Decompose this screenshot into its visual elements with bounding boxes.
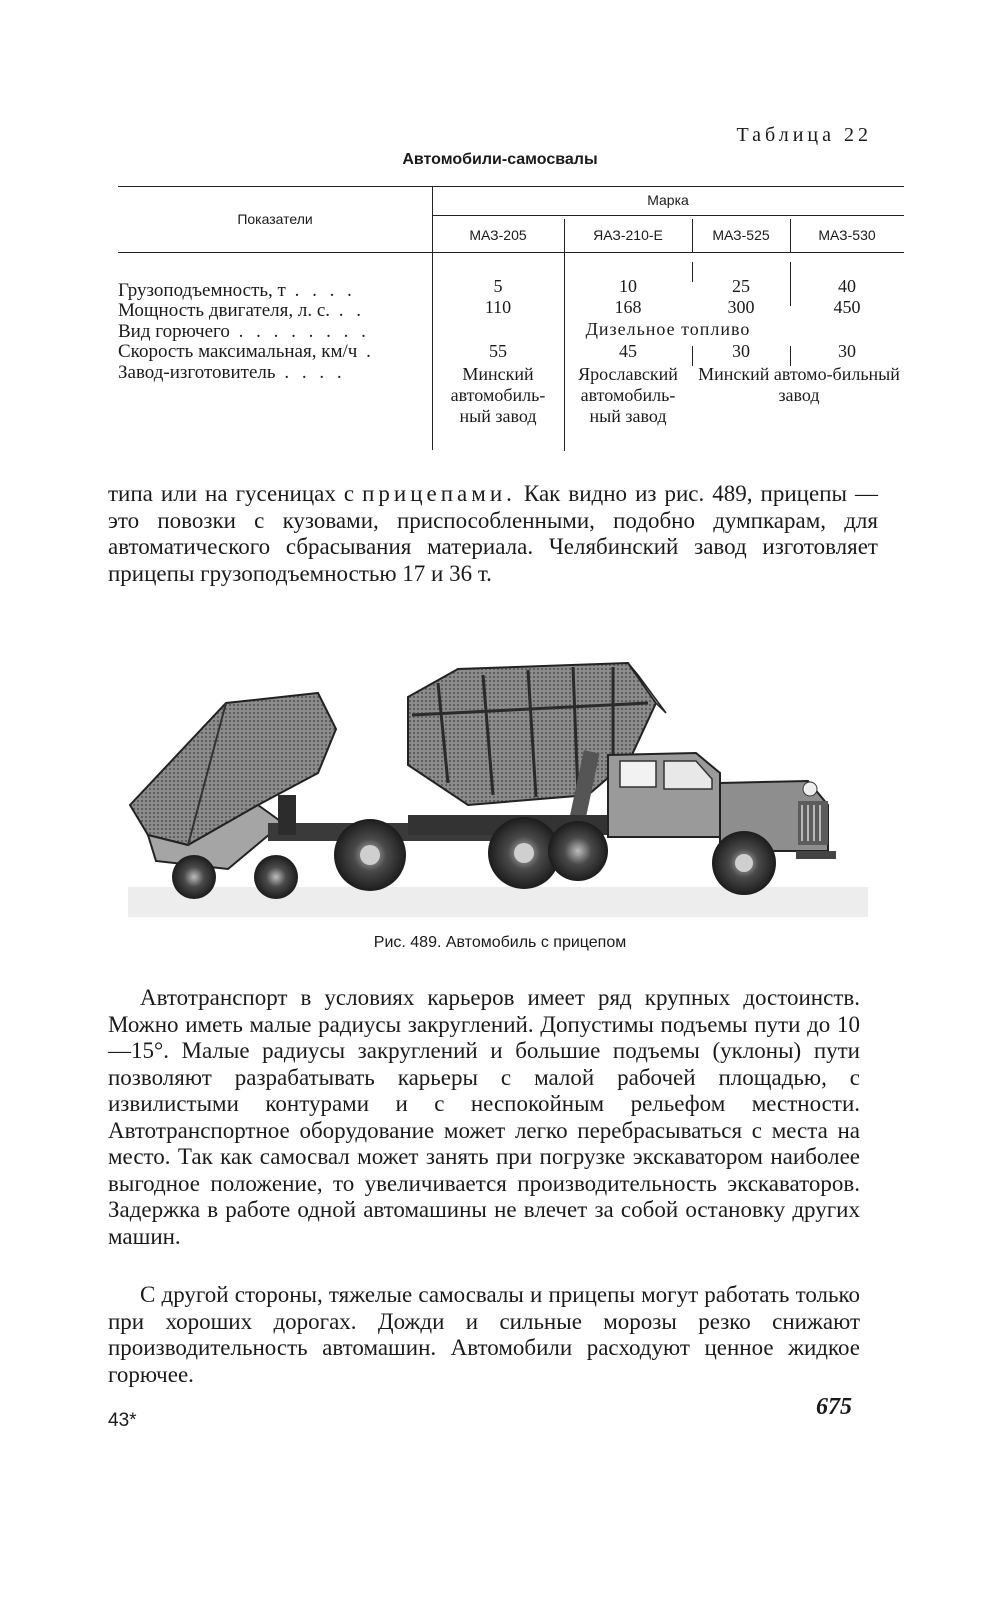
header-brand: Марка (647, 192, 689, 208)
row-label: Грузоподъемность, т . . . . (118, 280, 356, 301)
header-indicators: Показатели (237, 211, 313, 227)
table-top-rule (118, 186, 904, 187)
table-cell: 45 (619, 341, 637, 361)
table-header-rule (118, 252, 904, 253)
table-cell: 55 (489, 341, 507, 361)
table-cell: 168 (614, 297, 642, 317)
table-divider (432, 186, 433, 450)
table-cell: 300 (727, 297, 755, 317)
paragraph-advantages: Автотранспорт в условиях карьеров имеет ряд крупных достоинств. Можно иметь малые радиусы закруглений. Допустимы подъемы пути до 10—15°. Малые радиусы закруглений и большие подъемы (уклоны) пути позволяют разрабатывать карьеры с малой рабочей площадью, с извилистыми контурами и с неспокойным рельефом местности. Автотранспортное оборудование может легко перебрасываться с места на место. Так как самосвал может занять при погрузке экскаватором наиболее выгодное положение, то увеличивается производительность экскаваторов. Задержка в работе одной автомашины не влечет за собой остановку других машин. (108, 985, 860, 1249)
table-cell: 110 (484, 297, 512, 317)
table-number: Таблица 22 (736, 124, 872, 146)
table-cell: Минский автомо-бильный завод (698, 364, 900, 405)
header-model: ЯАЗ-210-Е (593, 227, 663, 243)
table-cell: Минский автомобиль-ный завод (450, 364, 546, 426)
row-label: Завод-изготовитель . . . . (118, 362, 346, 383)
header-model: МАЗ-205 (469, 227, 527, 243)
table-cell: 450 (833, 297, 861, 317)
signature-mark: 43* (108, 1410, 137, 1431)
table-cell: Ярославский автомобиль-ный завод (578, 364, 678, 426)
page-number: 675 (816, 1394, 852, 1420)
figure-caption: Рис. 489. Автомобиль с прицепом (373, 934, 627, 951)
table-cell: 10 (619, 276, 637, 296)
row-label: Вид горючего . . . . . . . . (118, 321, 370, 342)
row-label: Мощность двигателя, л. с. . . (118, 300, 366, 321)
truck-with-trailer-illustration (108, 655, 888, 935)
table-cell: 30 (732, 341, 750, 361)
paragraph-disadvantages: С другой стороны, тяжелые самосвалы и прицепы могут работать только при хороших дорогах. Дожди и сильные морозы резко снижают производительность автомашин. Автомобили расходуют ценное жидкое горючее. (108, 1282, 860, 1387)
table-cell: 5 (493, 276, 503, 296)
table-cell: 30 (838, 341, 856, 361)
spec-table (118, 186, 904, 466)
header-model: МАЗ-525 (712, 227, 770, 243)
table-brand-rule (432, 215, 904, 216)
header-model: МАЗ-530 (818, 227, 876, 243)
table-cell: 25 (732, 276, 750, 296)
table-cell: 40 (838, 276, 856, 296)
paragraph-trailers: типа или на гусеницах с прицепами. Как видно из рис. 489, прицепы — это повозки с кузовами, приспособленными, подобно думпкарам, для автоматического сбрасывания материала. Челябинский завод изготовляет прицепы грузоподъемностью 17 и 36 т. (108, 481, 878, 586)
row-label: Скорость максимальная, км/ч . (118, 341, 375, 362)
table-cell: Дизельное топливо (585, 319, 751, 339)
table-title: Автомобили-самосвалы (402, 151, 598, 168)
